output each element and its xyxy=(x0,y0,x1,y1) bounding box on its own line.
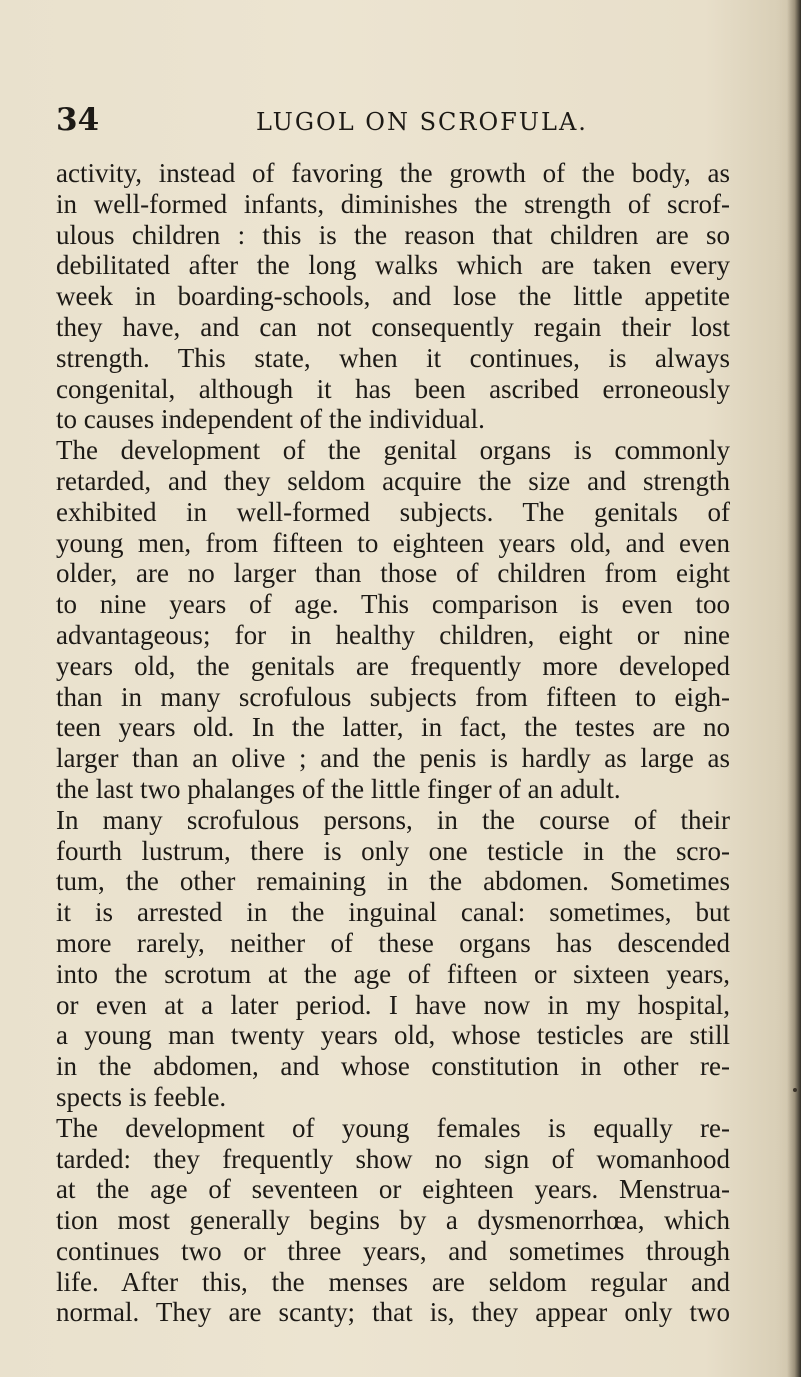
text-line: tum, the other remaining in the abdomen. Sometimes xyxy=(56,866,730,897)
text-line: retarded, and they seldom acquire the size and strength xyxy=(56,465,730,496)
text-line: The development of the genital organs is commonly xyxy=(56,435,730,466)
body-text xyxy=(56,158,730,1328)
text-line: advantageous; for in healthy children, eight or nine xyxy=(56,619,730,650)
text-line: week in boarding-schools, and lose the little appetite xyxy=(56,281,730,312)
ink-speck xyxy=(793,1088,797,1092)
text-line: ulous children : this is the reason that children are so xyxy=(56,219,730,250)
text-line: than in many scrofulous subjects from fifteen to eigh- xyxy=(56,681,730,712)
text-line: normal. They are scanty; that is, they appear only two xyxy=(56,1297,730,1328)
text-line: a young man twenty years old, whose testicles are still xyxy=(56,1020,730,1051)
text-line: teen years old. In the latter, in fact, the testes are no xyxy=(56,712,730,743)
text-line: years old, the genitals are frequently more developed xyxy=(56,650,730,681)
text-line: spects is feeble. xyxy=(56,1081,227,1112)
text-line: life. After this, the menses are seldom regular and xyxy=(56,1266,730,1297)
text-line: at the age of seventeen or eighteen years. Menstrua- xyxy=(56,1174,730,1205)
page-header xyxy=(56,100,736,140)
text-line: more rarely, neither of these organs has descended xyxy=(56,927,730,958)
running-title: LUGOL ON SCROFULA. xyxy=(256,108,588,136)
text-line: congenital, although it has been ascribed erroneously xyxy=(56,373,730,404)
text-line: it is arrested in the inguinal canal: sometimes, but xyxy=(56,897,730,928)
text-line: in well-formed infants, diminishes the strength of scrof- xyxy=(56,188,730,219)
page-number: 34 xyxy=(56,102,100,138)
text-line: in the abdomen, and whose constitution in other re- xyxy=(56,1051,730,1082)
text-line: they have, and can not consequently regain their lost xyxy=(56,311,730,342)
text-line: activity, instead of favoring the growth of the body, as xyxy=(56,158,730,188)
text-line: tarded: they frequently show no sign of womanhood xyxy=(56,1143,730,1174)
text-line: fourth lustrum, there is only one testicle in the scro- xyxy=(56,835,730,866)
text-line: debilitated after the long walks which are taken every xyxy=(56,250,730,281)
text-line: strength. This state, when it continues, is always xyxy=(56,342,730,373)
text-line: young men, from fifteen to eighteen years old, and even xyxy=(56,527,730,558)
text-line: into the scrotum at the age of fifteen or sixteen years, xyxy=(56,958,730,989)
text-line: the last two phalanges of the little finger of an adult. xyxy=(56,773,621,804)
text-line: exhibited in well-formed subjects. The genitals of xyxy=(56,496,730,527)
text-line: to nine years of age. This comparison is even too xyxy=(56,589,730,620)
page-edge-shadow xyxy=(787,0,801,1377)
text-line: older, are no larger than those of children from eight xyxy=(56,558,730,589)
text-line: or even at a later period. I have now in my hospital, xyxy=(56,989,730,1020)
text-line: to causes independent of the individual. xyxy=(56,404,485,435)
text-line: tion most generally begins by a dysmenorrhœa, which xyxy=(56,1205,730,1236)
text-line: continues two or three years, and sometimes through xyxy=(56,1235,730,1266)
text-line: larger than an olive ; and the penis is hardly as large as xyxy=(56,743,730,774)
text-line: The development of young females is equally re- xyxy=(56,1112,730,1143)
text-line: In many scrofulous persons, in the course of their xyxy=(56,804,730,835)
